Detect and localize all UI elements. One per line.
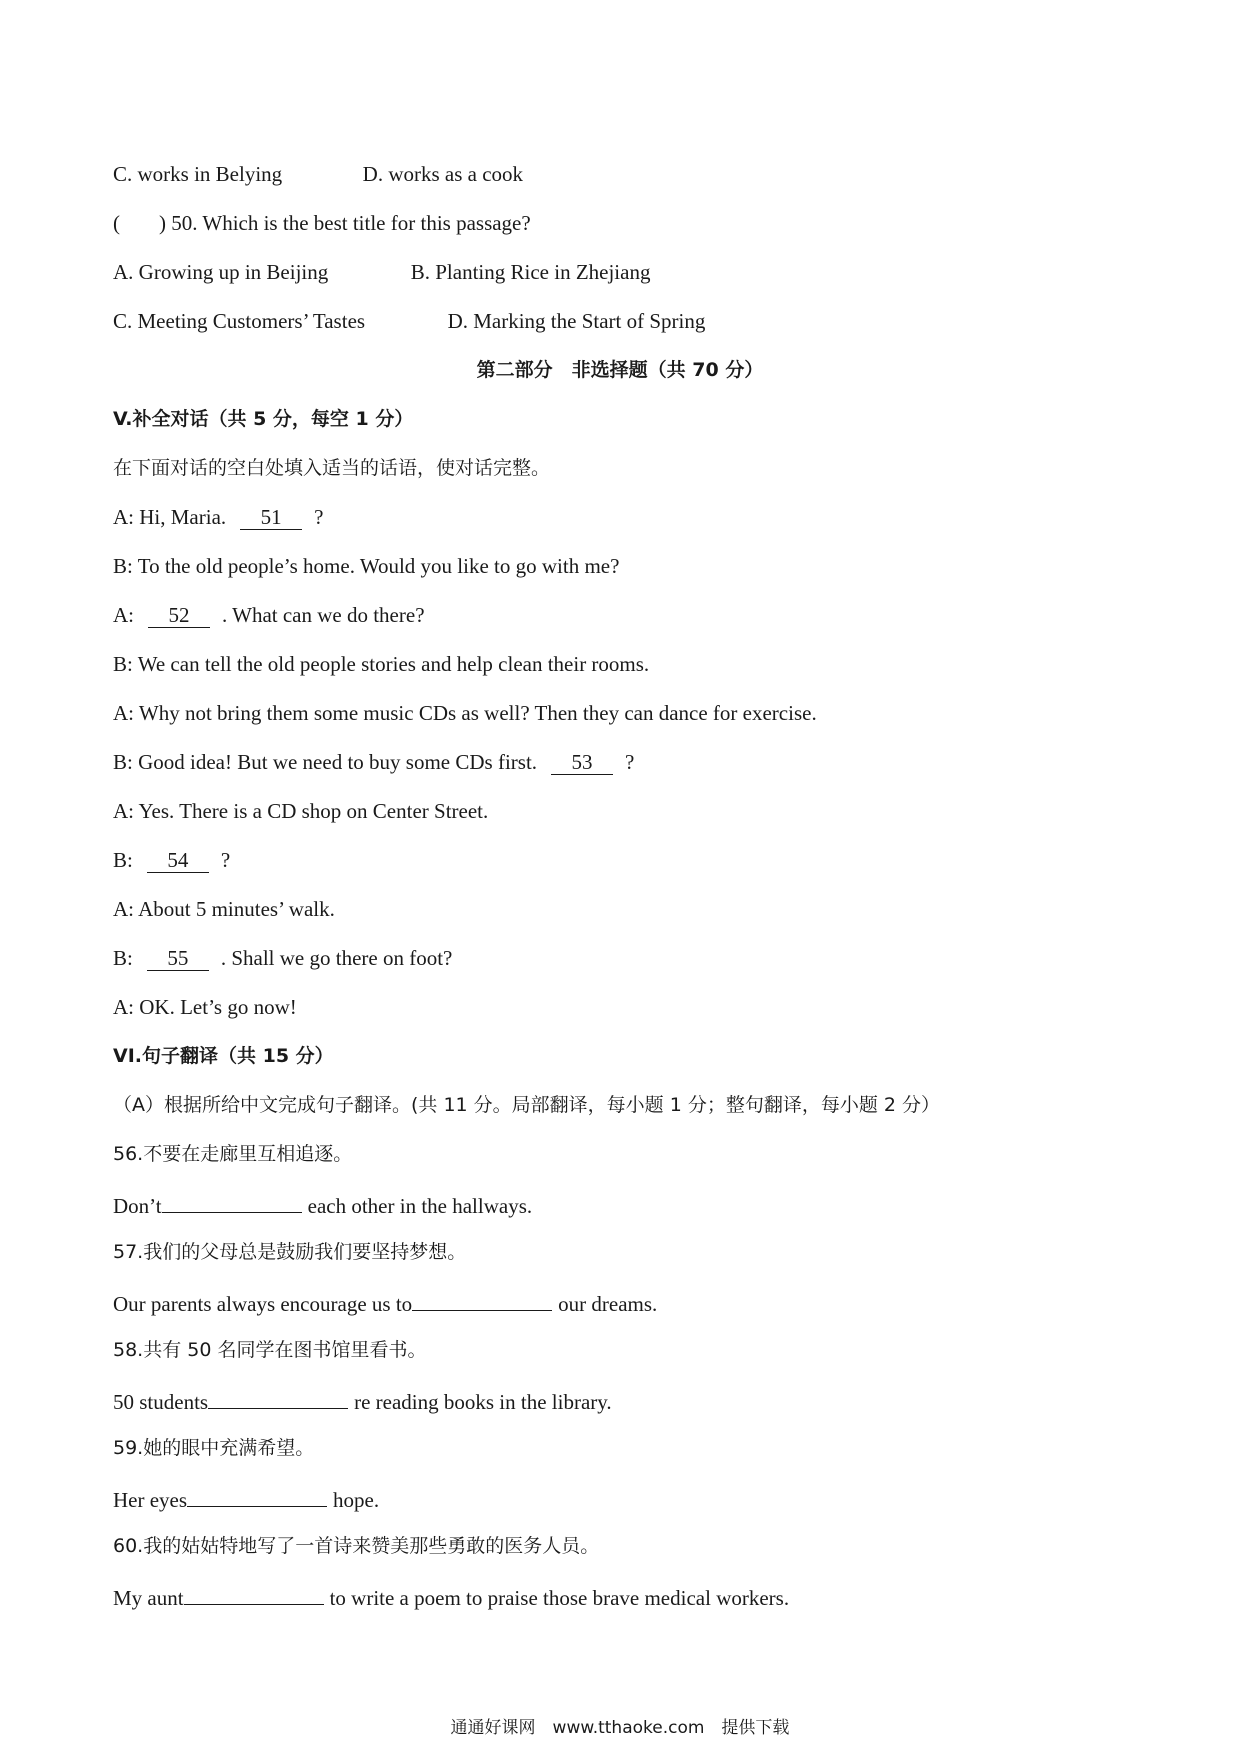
answer-paren-close: ) [159,211,166,235]
answer-paren-open: ( [113,211,120,235]
q57-english: Our parents always encourage us to our dreams. [113,1287,657,1318]
blank-58[interactable] [208,1385,348,1409]
dialog-line-9: A: About 5 minutes’ walk. [113,897,335,921]
q50-option-c: C. Meeting Customers’ Tastes [113,309,366,333]
blank-51[interactable]: 51 [240,506,302,530]
section6-sub-a: （A）根据所给中文完成句子翻译。(共 11 分。局部翻译，每小题 1 分；整句翻译，每小题 2 分） [113,1094,941,1116]
q49-option-c: C. works in Belying [113,162,283,186]
q58-english: 50 students re reading books in the library. [113,1385,612,1416]
q60-english: My aunt to write a poem to praise those brave medical workers. [113,1581,789,1612]
q57-chinese: 57.我们的父母总是鼓励我们要坚持梦想。 [113,1241,467,1263]
q59-english: Her eyes hope. [113,1483,379,1514]
blank-59[interactable] [187,1483,327,1507]
q50-options-ab [113,258,650,286]
q49-options-cd [113,160,523,188]
section6-heading: VI.句子翻译（共 15 分） [113,1045,334,1067]
dialog-line-7: A: Yes. There is a CD shop on Center Street. [113,799,489,823]
dialog-line-5: A: Why not bring them some music CDs as well? Then they can dance for exercise. [113,701,817,725]
q60-chinese: 60.我的姑姑特地写了一首诗来赞美那些勇敢的医务人员。 [113,1535,600,1557]
section5-heading: V.补全对话（共 5 分，每空 1 分） [113,408,414,430]
blank-55[interactable]: 55 [147,947,209,971]
dialog-line-1: A: Hi, Maria. 51 ? [113,505,324,529]
blank-54[interactable]: 54 [147,849,209,873]
dialog-line-6: B: Good idea! But we need to buy some CDs first. 53 ? [113,750,635,774]
part2-title: 第二部分 非选择题（共 70 分） [476,359,764,381]
q58-chinese: 58.共有 50 名同学在图书馆里看书。 [113,1339,427,1361]
q59-chinese: 59.她的眼中充满希望。 [113,1437,315,1459]
q50-options-cd [113,307,705,335]
blank-52[interactable]: 52 [148,604,210,628]
q50-option-a: A. Growing up in Beijing [113,260,329,284]
blank-56[interactable] [162,1189,302,1213]
q50-stem-line [113,209,531,237]
blank-57[interactable] [412,1287,552,1311]
section5-instruction: 在下面对话的空白处填入适当的话语，使对话完整。 [113,457,551,479]
dialog-line-4: B: We can tell the old people stories and help clean their rooms. [113,652,650,676]
dialog-line-10: B: 55 . Shall we go there on foot? [113,946,453,970]
q50-option-b: B. Planting Rice in Zhejiang [410,260,651,284]
blank-53[interactable]: 53 [551,751,613,775]
q50-option-d: D. Marking the Start of Spring [447,309,706,333]
q56-chinese: 56.不要在走廊里互相追逐。 [113,1143,353,1165]
dialog-line-2: B: To the old people’s home. Would you like to go with me? [113,554,620,578]
dialog-line-8: B: 54 ? [113,848,231,872]
dialog-line-11: A: OK. Let’s go now! [113,995,297,1019]
q49-option-d: D. works as a cook [362,162,524,186]
q50-stem: 50. Which is the best title for this passage? [171,211,531,235]
q56-english: Don’t each other in the hallways. [113,1189,532,1220]
dialog-line-3: A: 52 . What can we do there? [113,603,425,627]
page-footer: 通通好课网 www.tthaoke.com 提供下载 [450,1718,790,1738]
blank-60[interactable] [184,1581,324,1605]
